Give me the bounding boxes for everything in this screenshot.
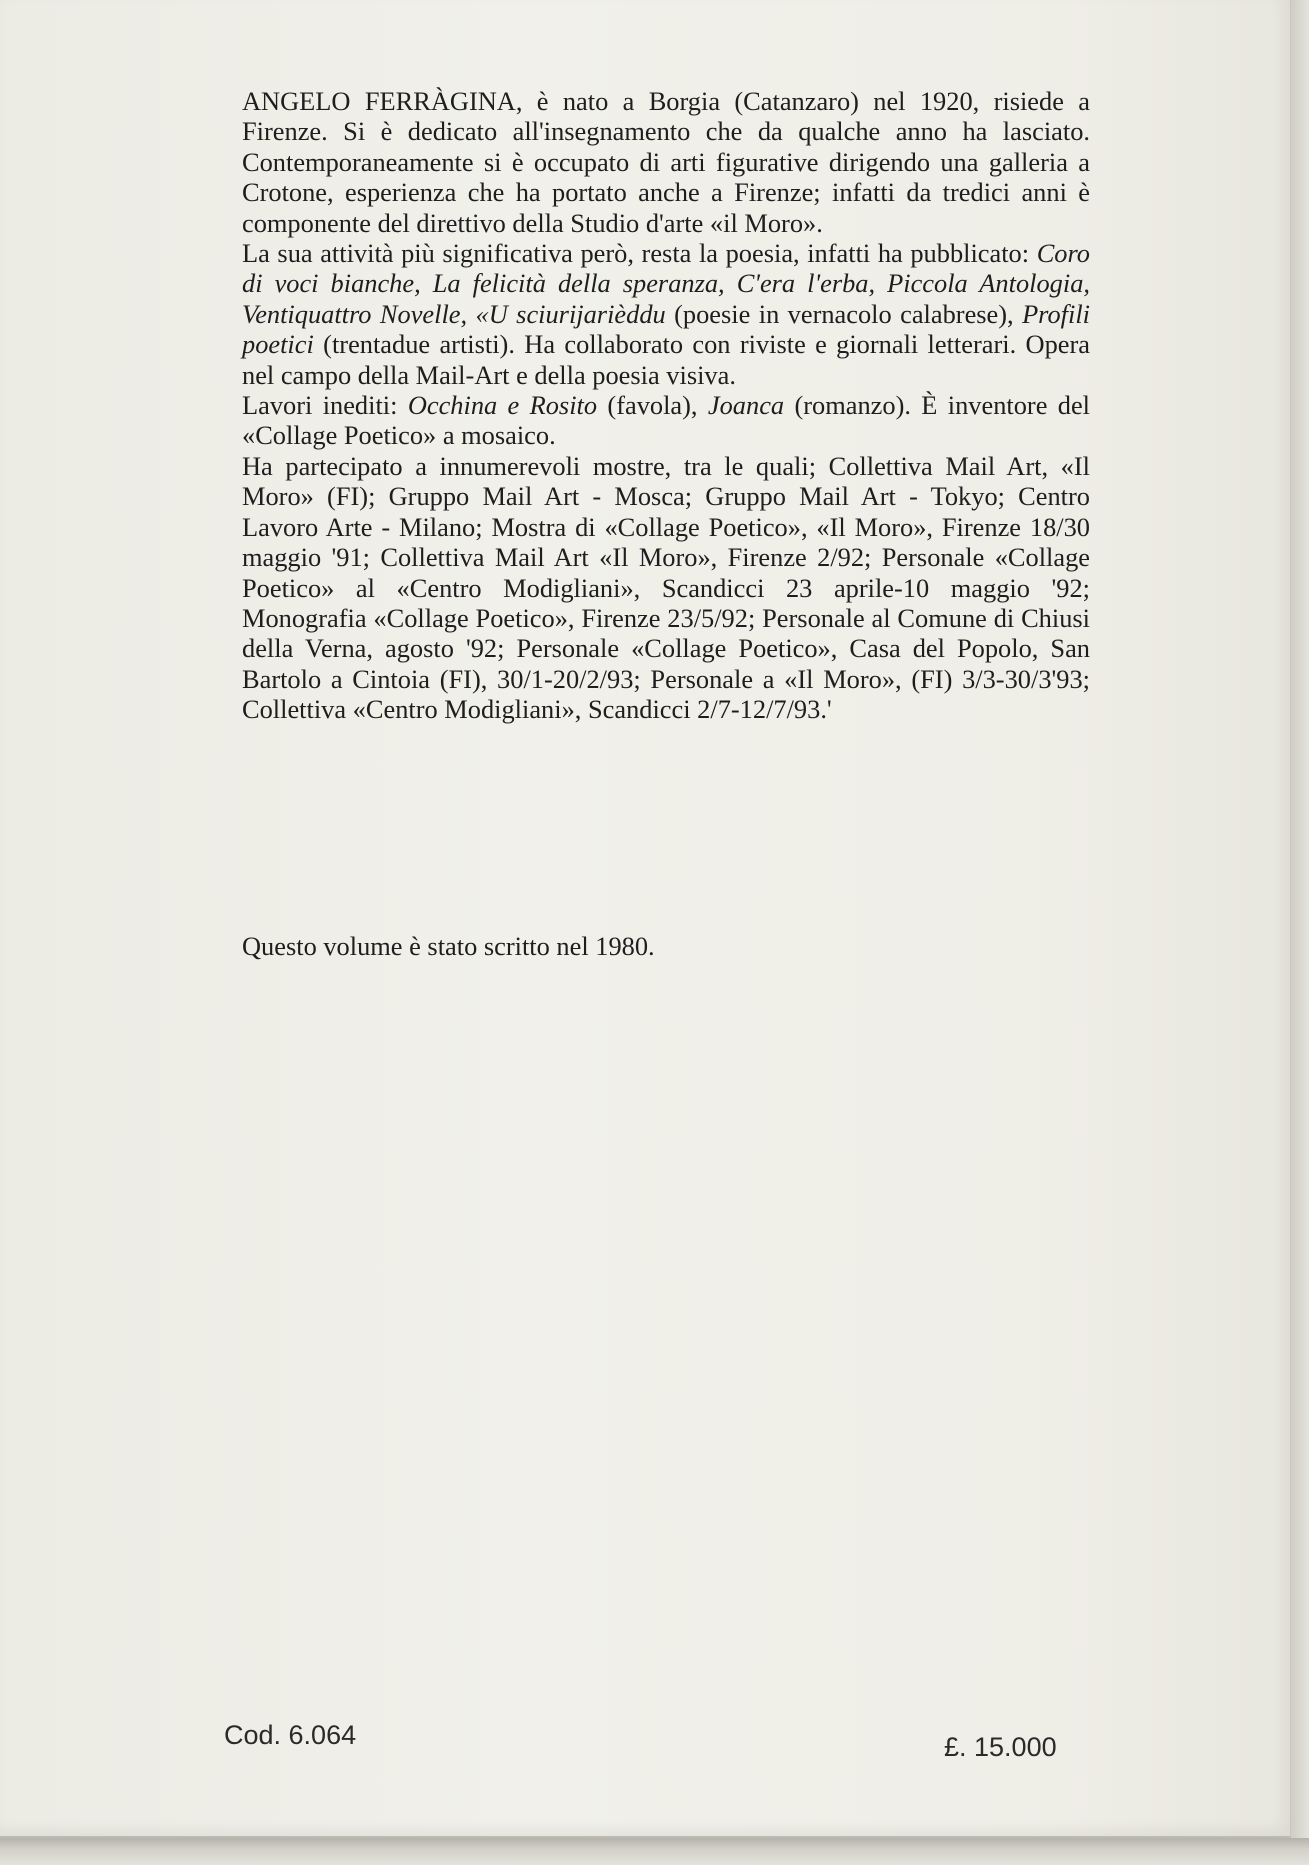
bio-p2-work2: Profili poetici	[242, 298, 1090, 360]
bio-p3-rest: (romanzo). È inventore del «Collage Poetico» a mosaico.	[242, 390, 1091, 451]
scan-edge-right	[1291, 0, 1309, 1840]
scan-edge-bottom	[0, 1838, 1309, 1865]
bio-p2-rest: (trentadue artisti). Ha collaborato con riviste e giornali letterari. Opera nel campo della Mail-Art e della poesia visiva.	[242, 329, 1090, 390]
bio-p2-intro: La sua attività più significativa però, resta la poesia, infatti ha pubblicato:	[242, 238, 1037, 269]
writing-date-note: Questo volume è stato scritto nel 1980.	[242, 931, 655, 961]
bio-paragraph-3	[242, 390, 1090, 451]
bio-p2-works: Coro di voci bianche, La felicità della speranza, C'era l'erba, Piccola Antologia, Ventiquattro Novelle, «U sciurijarièddu	[242, 238, 1090, 329]
catalog-code: Cod. 6.064	[224, 1720, 357, 1750]
bio-paragraph-2	[242, 238, 1090, 390]
bio-p3-work2: Joanca	[707, 390, 785, 421]
bio-paragraph-4: Ha partecipato a innumerevoli mostre, tra le quali; Collettiva Mail Art, «Il Moro» (FI); Gruppo Mail Art - Mosca; Gruppo Mail Art - Tokyo; Centro Lavoro Arte - Milano; Mostra di «Collage Poetico», «Il Moro», Firenze 18/30 maggio '91; Collettiva Mail Art «Il Moro», Firenze 2/92; Personale «Collage Poetico» al «Centro Modigliani», Scandicci 23 aprile-10 maggio '92; Monografia «Collage Poetico», Firenze 23/5/92; Personale al Comune di Chiusi della Verna, agosto '92; Personale «Collage Poetico», Casa del Popolo, San Bartolo a Cintoia (FI), 30/1-20/2/93; Personale a «Il Moro», (FI) 3/3-30/3'93; Collettiva «Centro Modigliani», Scandicci 2/7-12/7/93.'	[242, 450, 1090, 725]
bio-p3-intro: Lavori inediti:	[242, 390, 408, 421]
author-biography	[242, 86, 1090, 725]
price-label: £. 15.000	[944, 1732, 1057, 1762]
bio-p2-paren: (poesie in vernacolo calabrese),	[665, 298, 1023, 329]
bio-p3-mid: (favola),	[597, 390, 708, 421]
bio-p3-work1: Occhina e Rosito	[407, 390, 598, 421]
bio-paragraph-1: ANGELO FERRÀGINA, è nato a Borgia (Catanzaro) nel 1920, risiede a Firenze. Si è dedicato all'insegnamento che da qualche anno ha lasciato. Contemporaneamente si è occupato di arti figurative dirigendo una galleria a Crotone, esperienza che ha portato anche a Firenze; infatti da tredici anni è componente del direttivo della Studio d'arte «il Moro».	[242, 86, 1090, 238]
